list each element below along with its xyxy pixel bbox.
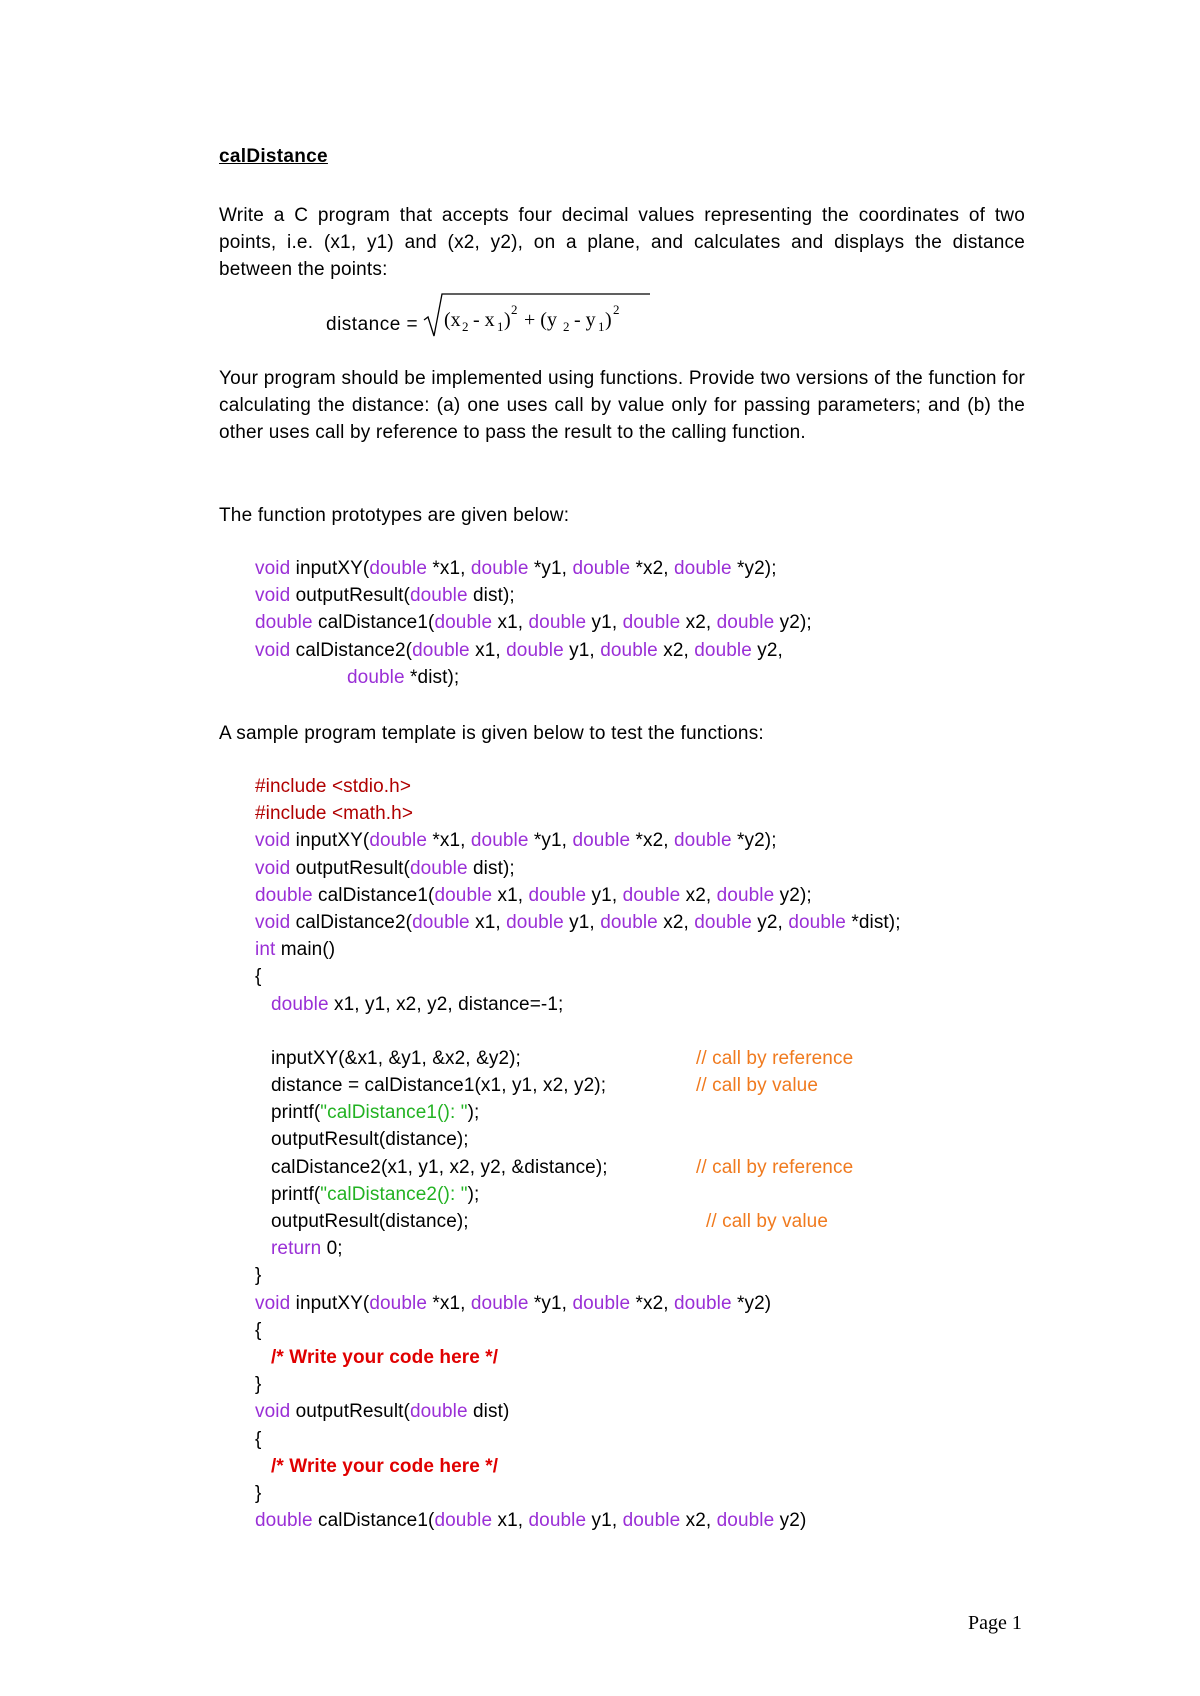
instructions-paragraph: Your program should be implemented using functions. Provide two versions of the function for calculating the distance: (a) one uses call by value only for passing parameters; and (b) the other uses call by reference to pass the result to the calling function. xyxy=(219,368,1025,443)
code-comment: // call by value xyxy=(696,1075,818,1097)
code-line: void inputXY(double *x1, double *y1, double *x2, double *y2); xyxy=(255,830,777,852)
code-line: double calDistance1(double x1, double y1, double x2, double y2) xyxy=(255,1510,807,1532)
todo-comment: /* Write your code here */ xyxy=(271,1346,499,1368)
code-line: return 0; xyxy=(271,1238,343,1260)
svg-text:2: 2 xyxy=(563,319,570,334)
code-line: void calDistance2(double x1, double y1, double x2, double y2, xyxy=(255,639,783,661)
code-line xyxy=(255,1453,901,1480)
code-line: double *dist); xyxy=(347,666,460,688)
code-line xyxy=(255,1018,901,1045)
code-line: double x1, y1, x2, y2, distance=-1; xyxy=(271,993,564,1015)
code-line: distance = calDistance1(x1, y1, x2, y2); // call by value xyxy=(255,1072,901,1099)
code-line: void inputXY(double *x1, double *y1, double *x2, double *y2); xyxy=(255,558,777,579)
intro-paragraph: Write a C program that accepts four decimal values representing the coordinates of two points, i.e. (x1, y1) and (x2, y2), on a plane, and calculates and displays the distance between the points: xyxy=(219,205,1025,280)
svg-text:+ (y: + (y xyxy=(524,309,557,331)
svg-text:(x: (x xyxy=(444,309,461,331)
formula-expression xyxy=(422,290,652,340)
svg-text:): ) xyxy=(605,309,612,331)
svg-text:1: 1 xyxy=(497,319,504,334)
code-line: void outputResult(double dist); xyxy=(255,857,515,879)
code-line: outputResult(distance); xyxy=(271,1129,469,1151)
code-line: void calDistance2(double x1, double y1, double x2, double y2, double *dist); xyxy=(255,911,901,933)
code-line: double calDistance1(double x1, double y1, double x2, double y2); xyxy=(255,884,812,906)
template-code-block xyxy=(255,773,901,1534)
svg-text:2: 2 xyxy=(462,319,469,334)
code-line: void outputResult(double dist); xyxy=(255,585,515,607)
code-comment: // call by reference xyxy=(696,1156,854,1178)
code-line xyxy=(255,1344,901,1371)
code-line: printf("calDistance1(): "); xyxy=(271,1102,480,1124)
page-title: calDistance xyxy=(219,146,328,167)
code-line: } xyxy=(255,1265,262,1287)
code-line: int main() xyxy=(255,939,336,961)
code-line: outputResult(distance); // call by value xyxy=(255,1208,901,1235)
code-line: { xyxy=(255,1428,262,1450)
code-comment: // call by value xyxy=(706,1211,828,1232)
todo-comment: /* Write your code here */ xyxy=(271,1455,499,1477)
code-line: inputXY(&x1, &y1, &x2, &y2); // call by reference xyxy=(255,1045,901,1072)
prototypes-code-block xyxy=(255,555,812,691)
code-line: } xyxy=(255,1374,262,1396)
code-line: #include <stdio.h> xyxy=(255,776,412,797)
code-line: } xyxy=(255,1482,262,1504)
svg-text:2: 2 xyxy=(511,302,518,317)
code-line: void outputResult(double dist) xyxy=(255,1401,510,1423)
page-number: Page 1 xyxy=(968,1612,1022,1634)
svg-text:1: 1 xyxy=(598,319,605,334)
prototypes-heading: The function prototypes are given below: xyxy=(219,505,570,526)
svg-text:- x: - x xyxy=(473,309,495,331)
template-heading: A sample program template is given below to test the functions: xyxy=(219,723,764,744)
formula-label: distance = xyxy=(326,314,419,335)
code-line: void inputXY(double *x1, double *y1, double *x2, double *y2) xyxy=(255,1292,772,1314)
svg-text:- y: - y xyxy=(574,309,596,331)
code-comment: // call by reference xyxy=(696,1047,854,1069)
code-line: double calDistance1(double x1, double y1, double x2, double y2); xyxy=(255,612,812,634)
code-line: { xyxy=(255,966,262,988)
code-line: { xyxy=(255,1319,262,1341)
code-line: printf("calDistance2(): "); xyxy=(271,1183,480,1205)
code-line: #include <math.h> xyxy=(255,803,414,825)
code-line: calDistance2(x1, y1, x2, y2, &distance); // call by reference xyxy=(255,1154,901,1181)
svg-text:2: 2 xyxy=(613,302,620,317)
svg-text:): ) xyxy=(504,309,511,331)
